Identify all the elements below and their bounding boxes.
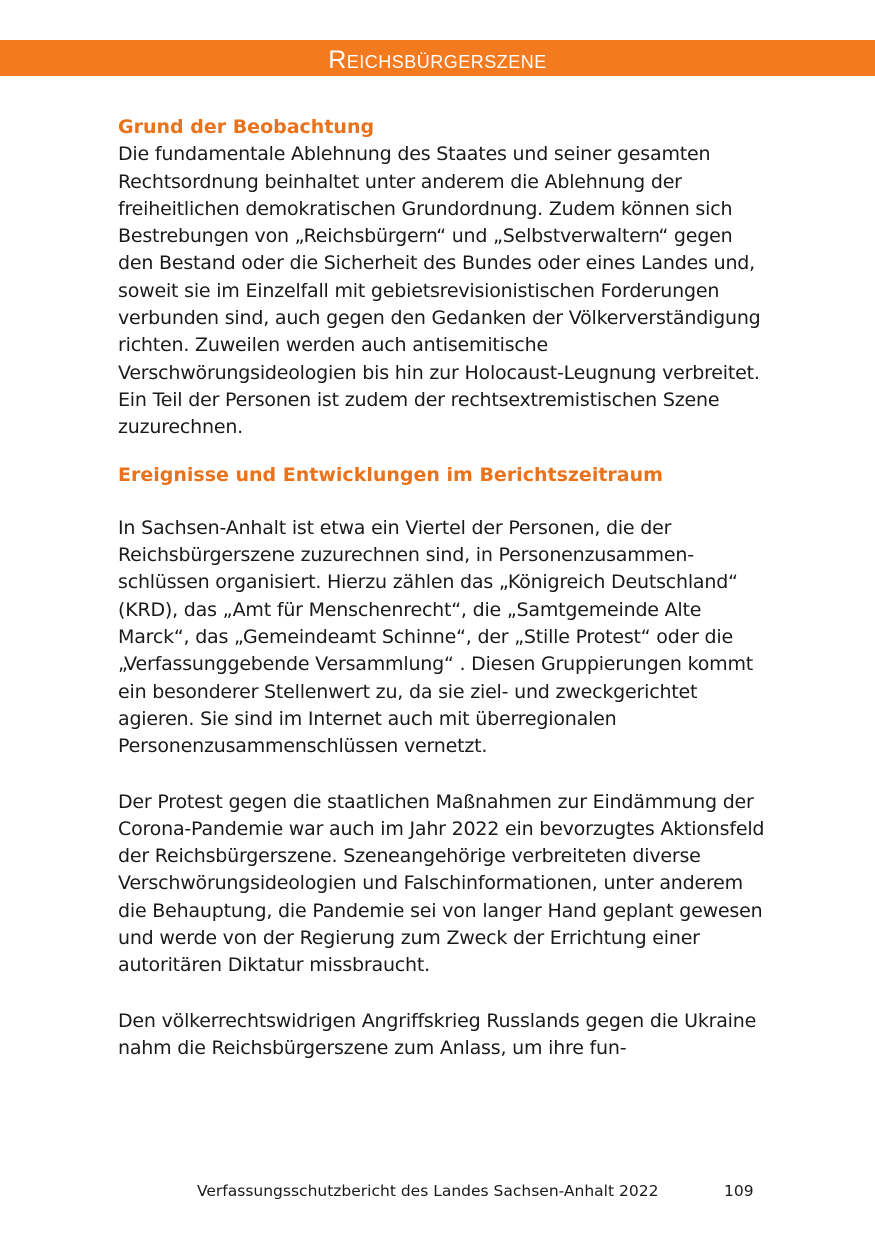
page-header-title: Reichsbürgerszene xyxy=(328,46,547,74)
paragraph-grund-2: Ein Teil der Personen ist zudem der rechtsextremistischen Szene zuzurechnen. xyxy=(118,388,720,439)
section-heading-grund: Grund der Beobachtung xyxy=(118,116,375,138)
footer-page-number: 109 xyxy=(724,1182,754,1200)
paragraph-grund-1: Die fundamentale Ablehnung des Staates und seiner gesamten Rechtsordnung beinhaltet unter anderem die Ablehnung der freiheitlichen demokratischen Grundordnung. Zudem können sich Bestrebungen von „Reichsbürgern“ und „Selbstverwaltern“ gegen den Bestand oder die Sicherheit des Bundes oder eines Landes und, soweit sie im Einzelfall mit gebietsrevisionistischen Forderungen verbunden sind, auch gegen den Gedanken der Völkerverständigung richten. Zuweilen werden auch antisemitische Verschwörungsideologien bis hin zur Holocaust-Leugnung verbreitet. xyxy=(118,143,761,384)
spacer xyxy=(118,442,768,462)
spacer xyxy=(118,489,768,515)
spacer xyxy=(118,980,768,1008)
paragraph-ereignisse-2: Der Protest gegen die staatlichen Maßnahmen zur Eindämmung der Corona-Pandemie war auch im Jahr 2022 ein bevorzugtes Aktionsfeld der Reichsbürgerszene. Szeneangehörige verbreiteten diverse Verschwörungsideologien und Falschinformationen, unter anderem die Behauptung, die Pandemie sei von langer Hand geplant gewesen und werde von der Regierung zum Zweck der Errichtung einer autoritären Diktatur missbraucht. xyxy=(118,790,765,977)
paragraph-ereignisse-1: In Sachsen-Anhalt ist etwa ein Viertel der Personen, die der Reichsbürgerszene zuzurechnen sind, in Personenzusammenschlüssen organisiert. Hierzu zählen das „Königreich Deutschland“ (KRD), das „Amt für Menschenrecht“, die „Samtgemeinde Alte Marck“, das „Gemeindeamt Schinne“, der „Stille Protest“ oder die „Verfassunggebende Versammlung“ . Diesen Gruppierungen kommt ein besonderer Stellenwert zu, da sie ziel- und zweckgerichtet agieren. Sie sind im Internet auch mit überregionalen Personenzusammenschlüssen vernetzt. xyxy=(118,516,754,758)
page-content xyxy=(118,114,768,1062)
section-heading-ereignisse: Ereignisse und Entwicklungen im Berichtszeitraum xyxy=(118,463,663,486)
spacer xyxy=(118,761,768,789)
footer-publication-title: Verfassungsschutzbericht des Landes Sachsen-Anhalt 2022 xyxy=(197,1182,659,1200)
paragraph-ereignisse-3: Den völkerrechtswidrigen Angriffskrieg Russlands gegen die Ukraine nahm die Reichsbürgerszene zum Anlass, um ihre fun- xyxy=(118,1009,757,1059)
